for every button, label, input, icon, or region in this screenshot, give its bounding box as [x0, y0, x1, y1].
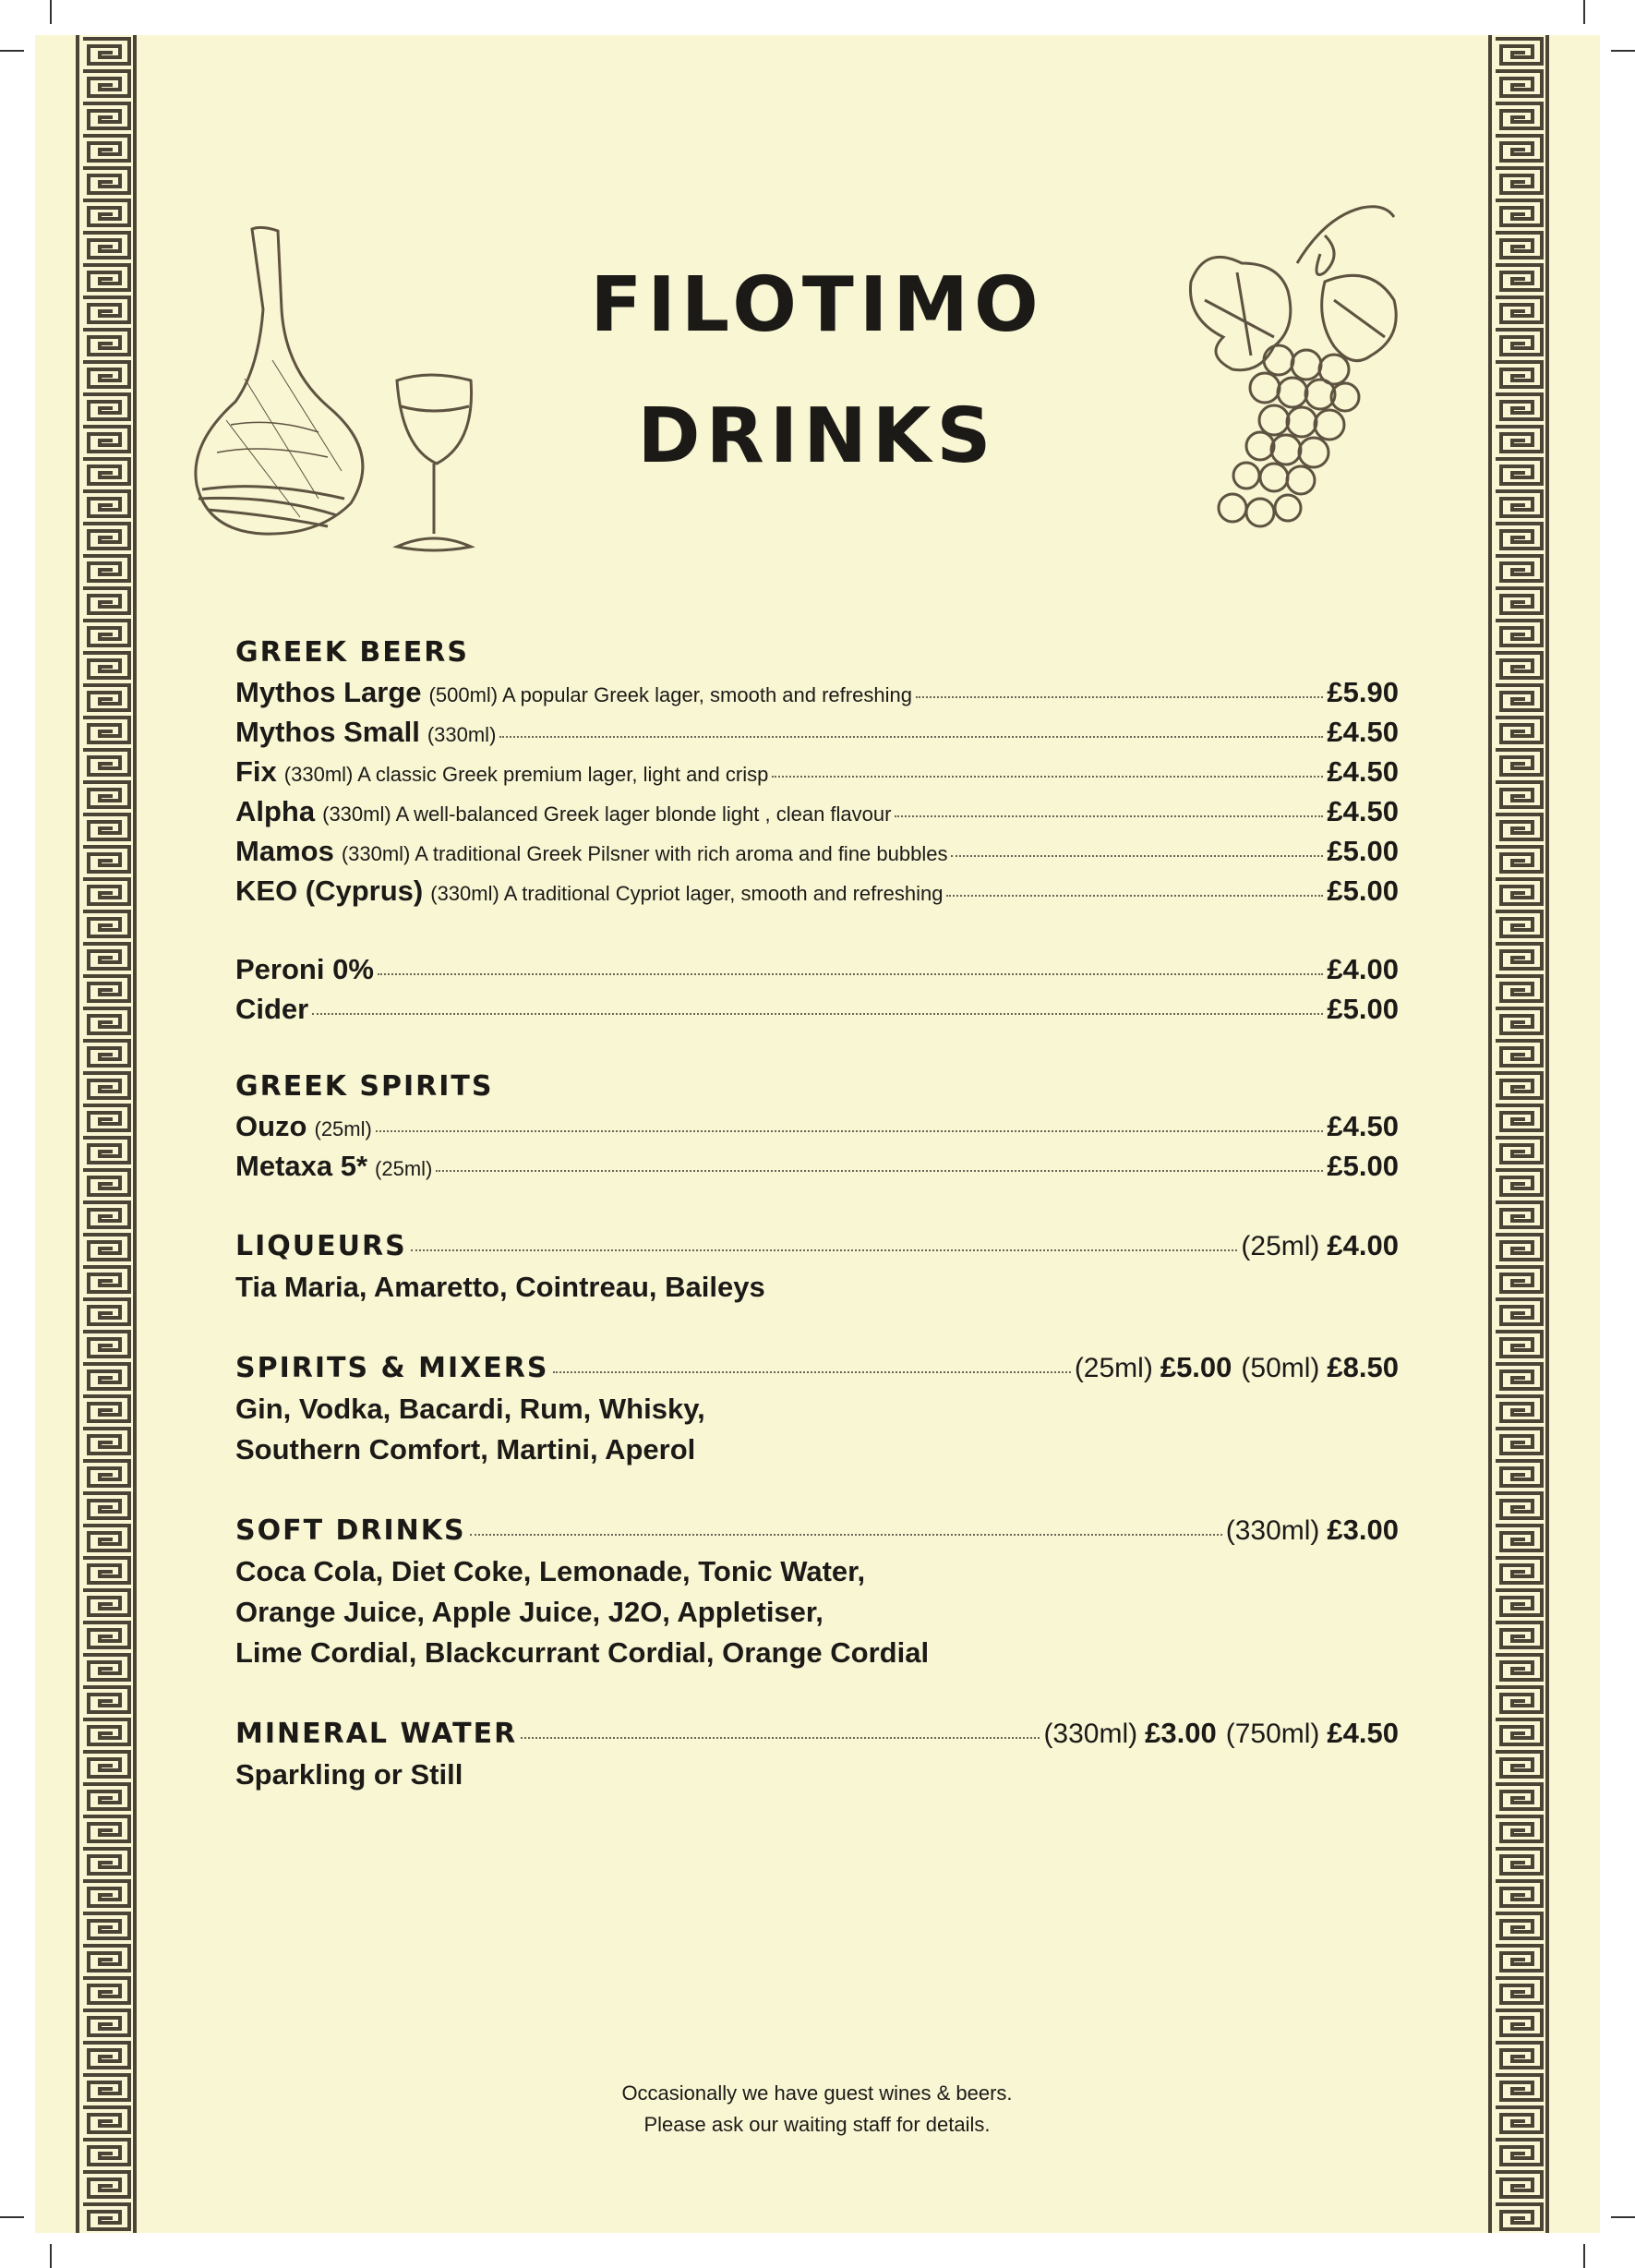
section-heading-soft-drinks: SOFT DRINKS — [235, 1514, 466, 1547]
decanter-and-wine-glass-icon — [189, 222, 494, 563]
item-name: Mythos Large — [235, 676, 422, 708]
dot-leader — [499, 735, 1323, 738]
spirits-list: Gin, Vodka, Bacardi, Rum, Whisky, — [235, 1393, 705, 1425]
item-price: £4.50 — [1327, 755, 1399, 788]
item-description: (25ml) — [375, 1157, 433, 1180]
section-header-soft-drinks — [235, 1509, 1399, 1551]
greek-key-border-right — [1486, 35, 1551, 2233]
section-heading-greek-beers: GREEK BEERS — [235, 636, 469, 669]
dot-leader — [376, 1129, 1324, 1132]
section-heading-liqueurs: LIQUEURS — [235, 1230, 407, 1262]
crop-mark — [1583, 2244, 1585, 2268]
item-description: (330ml) A classic Greek premium lager, light and crisp — [283, 763, 769, 786]
dot-leader — [553, 1370, 1071, 1373]
item-name: Fix — [235, 755, 277, 788]
item-description: (330ml) A traditional Greek Pilsner with rich aroma and fine bubbles — [341, 842, 948, 865]
menu-item-row — [235, 712, 1399, 752]
item-description: (25ml) — [314, 1117, 372, 1140]
menu-title-line1: FILOTIMO — [590, 261, 1044, 349]
dot-leader — [895, 814, 1323, 817]
item-price: £4.50 — [1327, 716, 1399, 748]
menu-item-row — [235, 791, 1399, 831]
menu-item-row — [235, 752, 1399, 791]
section-header-spirits-mixers — [235, 1346, 1399, 1389]
section-heading-mineral-water: MINERAL WATER — [235, 1718, 518, 1750]
dot-leader — [521, 1736, 1040, 1739]
section-heading-greek-spirits: GREEK SPIRITS — [235, 1070, 494, 1103]
item-size: (25ml) — [1241, 1231, 1320, 1261]
item-description: (330ml) A traditional Cypriot lager, smooth and refreshing — [430, 882, 944, 905]
section-header-mineral-water — [235, 1712, 1399, 1755]
dot-leader — [312, 1012, 1323, 1015]
menu-item-row — [235, 949, 1399, 989]
item-price: £5.00 — [1327, 1150, 1399, 1182]
dot-leader — [378, 972, 1324, 975]
item-size: (50ml) — [1241, 1353, 1320, 1383]
item-name: Cider — [235, 993, 309, 1025]
dot-leader — [946, 894, 1323, 897]
item-size: (25ml) — [1074, 1353, 1153, 1383]
footer-note — [517, 2078, 1117, 2141]
item-name: Peroni 0% — [235, 953, 374, 985]
item-price: £8.50 — [1327, 1351, 1399, 1383]
liqueurs-list: Tia Maria, Amaretto, Cointreau, Baileys — [235, 1271, 765, 1303]
menu-item-row — [235, 1146, 1399, 1186]
item-description: (330ml) — [427, 723, 497, 746]
dot-leader — [916, 695, 1323, 698]
item-description: (330ml) A well-balanced Greek lager blonde light , clean flavour — [322, 802, 892, 826]
item-name: Mythos Small — [235, 716, 420, 748]
item-price: £3.00 — [1145, 1717, 1217, 1749]
crop-mark — [1583, 0, 1585, 24]
item-size: (330ml) — [1043, 1719, 1138, 1749]
dot-leader — [436, 1169, 1323, 1172]
grapes-on-vine-icon — [1186, 199, 1408, 549]
item-name: Metaxa 5* — [235, 1150, 368, 1182]
item-size: (330ml) — [1225, 1515, 1320, 1546]
dot-leader — [951, 854, 1323, 857]
greek-key-border-left — [74, 35, 138, 2233]
item-price: £5.00 — [1327, 835, 1399, 867]
item-price: £5.00 — [1160, 1351, 1232, 1383]
menu-title-line2: DRINKS — [637, 392, 997, 480]
item-price: £4.50 — [1327, 795, 1399, 827]
soft-drinks-list: Coca Cola, Diet Coke, Lemonade, Tonic Water, — [235, 1555, 866, 1587]
item-price: £3.00 — [1327, 1514, 1399, 1546]
crop-mark — [0, 50, 24, 52]
section-header-liqueurs — [235, 1224, 1399, 1267]
menu-item-row — [235, 871, 1399, 911]
dot-leader — [411, 1249, 1238, 1251]
crop-mark — [1611, 2216, 1635, 2218]
footer-line: Please ask our waiting staff for details. — [643, 2113, 991, 2136]
menu-content — [235, 633, 1399, 1795]
item-price: £4.00 — [1327, 953, 1399, 985]
crop-mark — [0, 2216, 24, 2218]
soft-drinks-list: Lime Cordial, Blackcurrant Cordial, Orange Cordial — [235, 1636, 930, 1669]
footer-line: Occasionally we have guest wines & beers. — [621, 2081, 1013, 2105]
dot-leader — [772, 775, 1323, 778]
item-price: £4.50 — [1327, 1110, 1399, 1142]
menu-item-row — [235, 672, 1399, 712]
item-name: Mamos — [235, 835, 334, 867]
item-price: £5.00 — [1327, 875, 1399, 907]
menu-item-row — [235, 989, 1399, 1029]
soft-drinks-list: Orange Juice, Apple Juice, J2O, Appletiser, — [235, 1596, 824, 1628]
item-price: £4.50 — [1327, 1717, 1399, 1749]
item-name: Alpha — [235, 795, 316, 827]
menu-item-row — [235, 831, 1399, 871]
item-name: Ouzo — [235, 1110, 307, 1142]
spirits-list: Southern Comfort, Martini, Aperol — [235, 1433, 696, 1466]
crop-mark — [50, 0, 52, 24]
mineral-water-list: Sparkling or Still — [235, 1758, 463, 1791]
crop-mark — [50, 2244, 52, 2268]
item-size: (750ml) — [1225, 1719, 1320, 1749]
item-price: £4.00 — [1327, 1229, 1399, 1261]
menu-item-row — [235, 1106, 1399, 1146]
item-name: KEO (Cyprus) — [235, 875, 424, 907]
dot-leader — [470, 1533, 1222, 1536]
item-price: £5.90 — [1327, 676, 1399, 708]
item-description: (500ml) A popular Greek lager, smooth and refreshing — [428, 683, 912, 706]
section-heading-spirits-mixers: SPIRITS & MIXERS — [235, 1352, 549, 1384]
item-price: £5.00 — [1327, 993, 1399, 1025]
crop-mark — [1611, 50, 1635, 52]
